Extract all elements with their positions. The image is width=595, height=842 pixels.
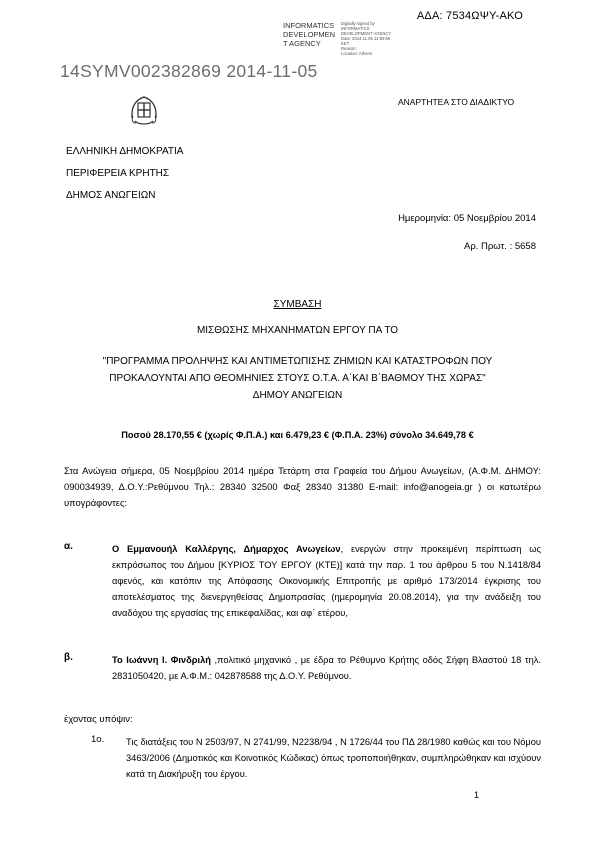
document-date: Ημερομηνία: 05 Νοεμβρίου 2014	[398, 213, 536, 224]
signature-detail-line: Location: Athens	[341, 51, 372, 56]
issuer-municipality: ΔΗΜΟΣ ΑΝΩΓΕΙΩΝ	[66, 190, 156, 201]
signature-detail-line: EET	[341, 41, 350, 46]
signer-line: T AGENCY	[283, 39, 321, 48]
signer-line: DEVELOPMEN	[283, 30, 336, 39]
signer-line: INFORMATICS	[283, 21, 335, 30]
party-a-label: α.	[64, 541, 73, 552]
contract-subtitle: ΜΙΣΘΩΣΗΣ ΜΗΧΑΝΗΜΑΤΩΝ ΕΡΓΟΥ ΠΑ ΤΟ	[196, 325, 399, 336]
contract-title: ΣΥΜΒΑΣΗ	[273, 299, 322, 310]
issuer-region: ΠΕΡΙΦΕΡΕΙΑ ΚΡΗΤΗΣ	[66, 168, 170, 179]
signature-detail-line: Digitally signed by	[341, 21, 375, 26]
party-b-text: ,πολιτικό μηχανικό , με έδρα το Ρέθυμνο Κρήτης οδός Σήφη Βλαστού 18 τηλ. 2831050420, με Α.Φ.Μ.: 042878588 της Δ.Ο.Υ. Ρεθύμνου.	[112, 655, 542, 681]
party-a-paragraph	[112, 541, 541, 621]
party-a-name: Ο Εμμανουήλ Καλλέργης, Δήμαρχος Ανωγείων	[112, 544, 341, 554]
signature-detail-line: INFORMATICS	[341, 26, 370, 31]
document-number: 14SYMV002382869 2014-11-05	[60, 61, 318, 81]
program-title-line: "ΠΡΟΓΡΑΜΜΑ ΠΡΟΛΗΨΗΣ ΚΑΙ ΑΝΤΙΜΕΤΩΠΙΣΗΣ ΖΗΜΙΩΝ ΚΑΙ ΚΑΤΑΣΤΡΟΦΩΝ ΠΟΥ	[102, 356, 493, 367]
greek-emblem-icon	[129, 94, 159, 126]
item-1-text: Τις διατάξεις του Ν 2503/97, Ν 2741/99, Ν2238/94 , Ν 1726/44 του ΠΔ 28/1980 καθώς και του Νόμου 3463/2006 (Δημοτικός και Κοινοτικός Κώδικας) όπως τροποποιήθηκαν, συμπληρώθηκαν και ισχύουν κατά τη Διακήρυξη του έργου.	[126, 737, 541, 779]
contract-amount: Ποσού 28.170,55 € (χωρίς Φ.Π.Α.) και 6.479,23 € (Φ.Π.Α. 23%) σύνολο 34.649,78 €	[121, 430, 474, 440]
program-title	[0, 353, 595, 404]
having-considered-heading: έχοντας υπόψιν:	[64, 714, 133, 725]
protocol-number: Αρ. Πρωτ. : 5658	[463, 241, 536, 252]
signature-detail-line: Date: 2014.11.05 14:59:56	[341, 36, 391, 41]
program-title-line: ΔΗΜΟΥ ΑΝΩΓΕΙΩΝ	[252, 390, 343, 401]
party-a-text: , ενεργών στην προκειμένη περίπτωση ως εκπρόσωπος του Δήμου [ΚΥΡΙΟΣ ΤΟΥ ΕΡΓΟΥ (ΚΤΕ)] κατά την παρ. 1 του άρθρου 5 του Ν.1418/84 αφενός, και κατόπιν της Απόφασης Οικονομικής Επιτροπής με αριθμό 173/2014 έγκρισης του αποτελέσματος της διενεργηθείσας Δημοπρασίας (ημερομηνία 20.08.2014), για την ανάδειξη του αναδόχου της εργασίας της επικεφαλίδας, και αφ΄ ετέρου,	[112, 544, 541, 618]
digital-signature-details	[341, 21, 391, 56]
item-1-label: 1ο.	[91, 734, 105, 745]
upload-notice: ΑΝΑΡΤΗΤΕΑ ΣΤΟ ΔΙΑΔΙΚΤΥΟ	[398, 97, 515, 107]
signature-detail-line: Reason:	[341, 46, 357, 51]
signature-detail-line: DEVELOPMENT AGENCY	[341, 31, 392, 36]
intro-paragraph: Στα Ανώγεια σήμερα, 05 Νοεμβρίου 2014 ημέρα Τετάρτη στα Γραφεία του Δήμου Ανωγείων, (Α.Φ.Μ. ΔΗΜΟΥ: 090034939, Δ.Ο.Υ.:Ρεθύμνου Τηλ.: 28340 32500 Φαξ 28340 31380 E-mail: info@anogeia.gr ) οι κατωτέρω υπογράφοντες:	[64, 465, 541, 508]
party-b-paragraph	[112, 652, 541, 684]
party-b-label: β.	[64, 652, 73, 663]
digital-signer-name	[283, 21, 335, 48]
issuer-country: ΕΛΛΗΝΙΚΗ ΔΗΜΟΚΡΑΤΙΑ	[66, 146, 184, 157]
page-number: 1	[474, 790, 480, 800]
program-title-line: ΠΡΟΚΑΛΟΥΝΤΑΙ ΑΠΟ ΘΕΟΜΗΝΙΕΣ ΣΤΟΥΣ Ο.Τ.Α. Α΄ΚΑΙ Β΄ΒΑΘΜΟΥ ΤΗΣ ΧΩΡΑΣ"	[109, 373, 486, 384]
ada-code: ΑΔΑ: 7534ΩΨΥ-ΑΚΟ	[416, 10, 523, 22]
party-b-name: Το Ιωάννη Ι. Φινδριλή	[112, 655, 211, 665]
